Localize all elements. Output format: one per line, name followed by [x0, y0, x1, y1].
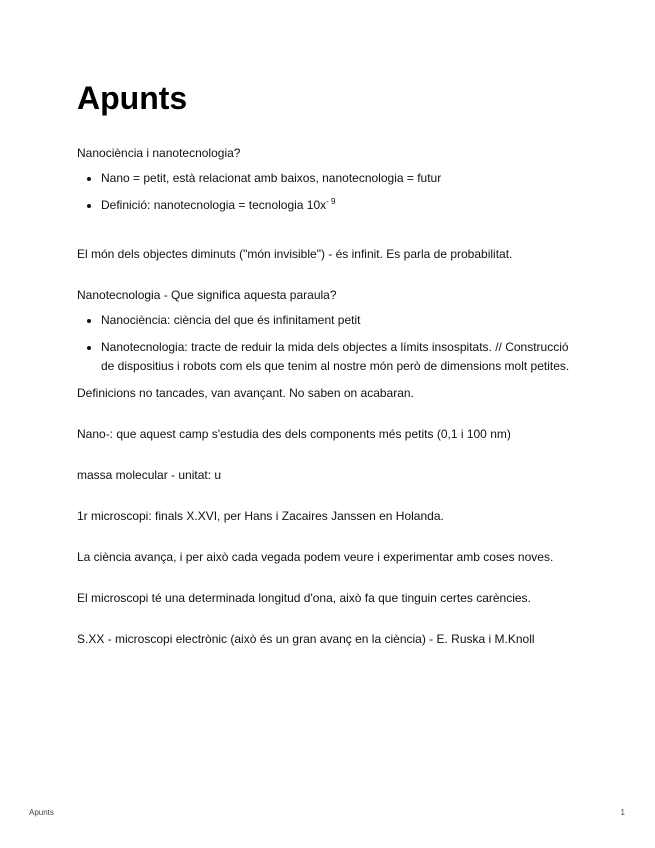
paragraph-first-microscope: 1r microscopi: finals X.XVI, per Hans i Zacaires Janssen en Holanda.: [77, 509, 444, 523]
paragraph-definitions: Definicions no tancades, van avançant. No saben on acabaran.: [77, 386, 414, 400]
paragraph-nano-prefix: Nano-: que aquest camp s'estudia des dels components més petits (0,1 i 100 nm): [77, 427, 511, 441]
document-page: [77, 78, 577, 649]
list-item-text: Nanociència: ciència del que és infinitament petit: [101, 313, 361, 327]
exponent: - 9: [326, 197, 336, 206]
paragraph-molecular-mass: massa molecular - unitat: u: [77, 468, 222, 482]
footer-document-name: Apunts: [29, 808, 54, 817]
question-nanotechnology: Nanotecnologia - Que significa aquesta paraula?: [77, 288, 337, 302]
list-item: [101, 196, 577, 215]
paragraph-infinite: El món dels objectes diminuts ("món invisible") - és infinit. Es parla de probabilitat.: [77, 247, 513, 261]
paragraph-electron-microscope: S.XX - microscopi electrònic (això és un gran avanç en la ciència) - E. Ruska i M.Knoll: [77, 632, 535, 646]
paragraph-science-advances: La ciència avança, i per això cada vegada podem veure i experimentar amb coses noves.: [77, 550, 554, 564]
footer-page-number: 1: [620, 808, 625, 817]
list-nanotechnology: [77, 311, 577, 376]
document-title: Apunts: [77, 80, 188, 116]
list-item: [101, 311, 577, 330]
list-item-text: Definició: nanotecnologia = tecnologia 10x: [101, 198, 327, 212]
list-item: [101, 338, 577, 376]
question-nanoscience: Nanociència i nanotecnologia?: [77, 146, 241, 160]
list-item-text: Nano = petit, està relacionat amb baixos, nanotecnologia = futur: [101, 171, 442, 185]
list-item-text: Nanotecnologia: tracte de reduir la mida dels objectes a límits insospitats. // Construcció de dispositius i robots com els que tenim al nostre món però de dimensions molt petites.: [101, 340, 570, 373]
list-item: [101, 169, 577, 188]
paragraph-wavelength: El microscopi té una determinada longitud d'ona, això fa que tinguin certes carències.: [77, 591, 531, 605]
list-nanoscience: [77, 169, 577, 215]
